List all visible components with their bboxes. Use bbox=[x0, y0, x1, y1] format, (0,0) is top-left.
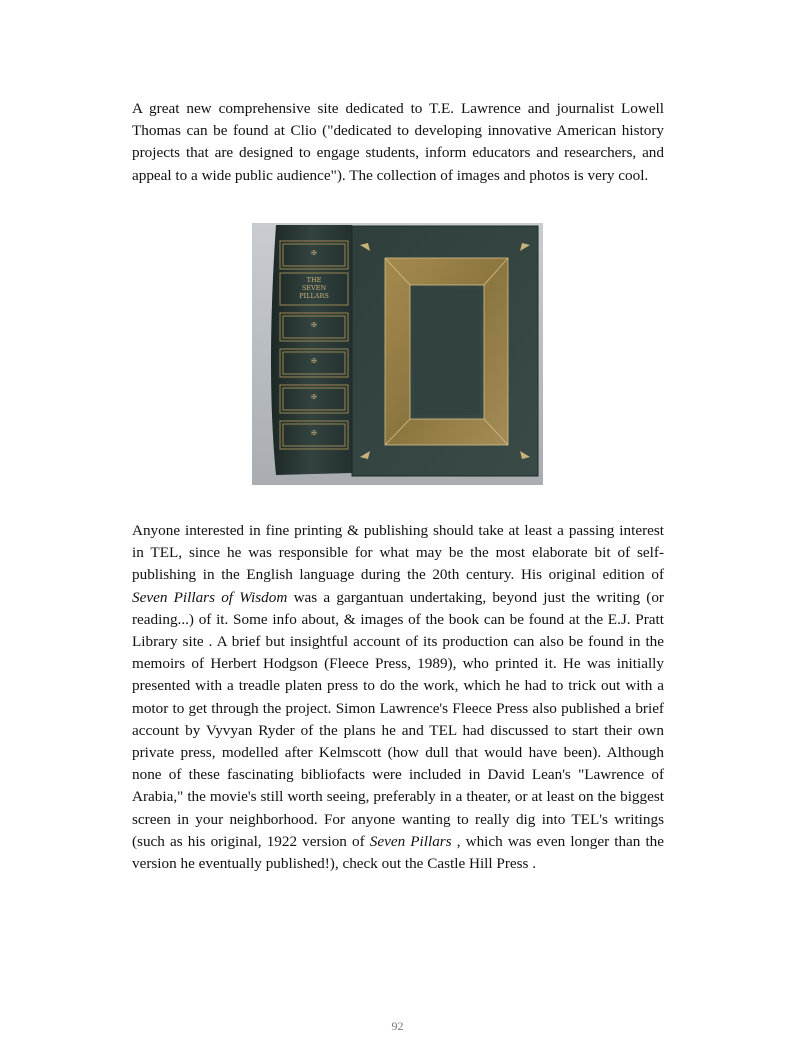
spine-ornament-2: ✠ bbox=[311, 321, 317, 329]
paragraph-text-3: , which was even longer than the version he eventually published!), check out the Castle Hill Press . bbox=[132, 832, 665, 873]
spine-ornament-1: ✠ bbox=[311, 249, 317, 257]
page-number: 92 bbox=[391, 1019, 404, 1033]
book-title-italic: Seven Pillars of Wisdom bbox=[132, 588, 288, 606]
spine-title-line-1: THE bbox=[306, 276, 322, 284]
book-binding-photo bbox=[252, 223, 543, 485]
paragraph-text-2: was a gargantuan undertaking, beyond just the writing (or reading...) of it. Some info about, & images of the book can be found at the E.J. Pratt Library site . A brief but insightful account of its production can also be found in the memoirs of Herbert Hodgson (Fleece Press, 1989), who printed it. He was initially presented with a treadle platen press to do the work, which he had to trick out with a motor to get through the project. Simon Lawrence's Fleece Press also published a brief account by Vyvyan Ryder of the plans he and TEL had discussed to start their own private press, modelled after Kelmscott (how dull that would have been). Although none of these fascinating bibliofacts were included in David Lean's "Lawrence of Arabia," the movie's still worth seeing, preferably in a theater, or at least on the biggest screen in your neighborhood. For anyone wanting to really dig into TEL's writings (such as his original, 1922 version of bbox=[132, 588, 664, 850]
printing-paragraph bbox=[132, 520, 664, 875]
spine-ornament-3: ✠ bbox=[311, 357, 317, 365]
spine-title-line-3: PILLARS bbox=[299, 292, 329, 300]
intro-paragraph: A great new comprehensive site dedicated to T.E. Lawrence and journalist Lowell Thomas can be found at Clio ("dedicated to developing innovative American history projects that are designed to engage students, inform educators and researchers, and appeal to a wide public audience"). The collection of images and photos is very cool. bbox=[132, 100, 664, 184]
paragraph-text-1: Anyone interested in fine printing & publishing should take at least a passing interest in TEL, since he was responsible for what may be the most elaborate bit of self-publishing in the English language during the 20th century. His original edition of bbox=[132, 522, 664, 584]
spine-ornament-4: ✠ bbox=[311, 393, 317, 401]
spine-ornament-5: ✠ bbox=[311, 429, 317, 437]
spine-title-line-2: SEVEN bbox=[301, 284, 327, 292]
book-title-italic-2: Seven Pillars bbox=[369, 832, 452, 850]
